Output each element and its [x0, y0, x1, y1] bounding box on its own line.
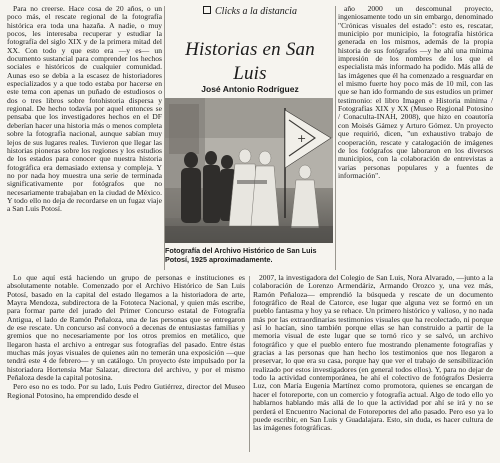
square-bullet-icon: [203, 6, 211, 14]
section-label: Clicks a la distancia: [215, 6, 297, 17]
body-column-bottom-left: [7, 274, 245, 454]
paragraph: Para no creerse. Hace cosa de 20 años, o un poco más, el rescate regional de la fotografía histórica era toda una hazaña. A nadie, o muy pocos, les interesaba recuperar y estudiar la fotografía del siglo XIX y de la primera mitad del XX. Con todo y que esto era —y es— un documento sustancial para comprender los hechos sociales e históricos de cualquier comunidad. Aunas eso se debía a la escasez de historiadores especializados y a que todo estaba por hacerse en este tema con apenas un puñado de estudiosos o dos o tres libros sobre fotohistoria dispersa y regional. De hecho todavía por aquel entonces se pensaba que los investigadores hechos en el DF deberían hacer una historia más o menos completa sobre la fotografía nacional, aunque sabían muy lejos de sus lugares reales. Tuvieron que llegar las historias pioneras sobre los regiones y los estudios de los estados para conocer que nuestra historia fotográfica era demasiado extensa y compleja. Y no por nada hoy muestra una serie de terminada significativamente por fotógrafos que no necesariamente trabajaban en la ciudad de México. Y todo ello no deja de recordarse en un fugaz viaje a San Luis Potosí.: [7, 5, 162, 214]
column-divider: [335, 6, 336, 270]
archive-photograph: [165, 98, 333, 243]
body-column-right: [338, 5, 493, 271]
paragraph: año 2000 un descomunal proyecto, ingeniosamente todo un sin embargo, denominado "Crónicas visuales del estado": esto es, rescatar, municipio por municipio, la fotografía histórica generada en los mismos, además de la propia historia de sus fotógrafos —y he ahí una mínima impresión de los nombres de los que el especialista más informado ha podido. Más allá de las imágenes que él ha comenzado a resguardar en el mismo fuerte hoy poco más de 10 mil, con las que se han ido formando de sus estudios un primer testimonio: el libro Imagen e Historia mínima / Fotografías XIX y XX (Museo Regional Potosino / Conaculta-INAH, 2008), que hizo en coautoría con Moisés Gámez y Arturo Gómez. Un proyecto que requirió, dicen, "un exhaustivo trabajo de cooperación, rescate y catalogación de imágenes de los fotógrafos que laboraron en los diversos municipios, con la colaboración de entrevistas a varias personas populares y a fuentes de información".: [338, 5, 493, 180]
body-column-bottom-right: [253, 274, 493, 454]
paragraph: 2007, la investigadora del Colegio de San Luis, Nora Alvarado, —junto a la colaboración de Lorenzo Armendáriz, Armando Orozco y, una vez más, Ramón Peñaloza— emprendió la búsqueda y rescate de un documento fotográfico de Real de Catorce, ese lugar que alguna vez se formó en un pueblo fantasma y hoy ya se rehace. Un primero histórico y valioso, y no nada más por las extraordinarias testimonios visuales que ha recolectado, ni porque así lo hacían, sino también porque ellas se han construido a partir de la memoria visual de este lugar que se tornó rico y se salvó, un archivo fotográfico y que el pueblo entero fue mostrando plenamente fotografías y gracias a las personas que han hecho los testimonios que nos llegaron a preservar, lo que era su casa, porque hay que ver el trabajo de sensibilización realizado por estos investigadores (en general todos ellos). Y, para no dejar de todo la actividad contemporánea, he ahí el colectivo de fotógrafos Desierra Luz, con María Eugenia Martínez como promotora, quienes se encargan de hacer el fotoreporte, con un comercio y fotografía actual. Algo de todo ello yo hablarnos hablando más allá de lo que la actividad por ahí se irá y no se perderá el Encuentro Nacional de Fotoreportes del año pasado. Pero eso ya lo puede escribir, en San Luis y Guadalajara. Esto, sin duda, es hacer cultura de las imágenes fotográficas.: [253, 274, 493, 433]
author-byline: José Antonio Rodríguez: [201, 84, 299, 94]
section-kicker: [168, 6, 332, 18]
paragraph: Pero eso no es todo. Por su lado, Luis Pedro Gutiérrez, director del Museo Regional Potosino, ha emprendido desde el: [7, 382, 245, 400]
photo-caption: Fotografía del Archivo Histórico de San Luis Potosí, 1925 aproximadamente.: [165, 246, 317, 264]
article-title: Historias en San Luis: [185, 39, 315, 84]
body-column-left: [7, 5, 162, 271]
paragraph: Lo que aquí está haciendo un grupo de personas e instituciones es absolutamente notable. Comenzado por el Archivo Histórico de San Luis Potosí, basado en la capital del estado llegamos a la historiadora de arte, Mayra Mendoza, subdirectora de la Fototeca Nacional, y quien más escribe, para formar parte del jurado del Primer Concurso estatal de Fotografía Antigua, el lado de Ramón Peñaloza, una de las personas que se entregaron de ese rescate. Un concurso así convocó a decenas de entusiastas familias y gremios que no necesariamente por los otros premios en metálico, que llegaron hasta el archivo a entregar sus fotografías del pasado. Entre éstas muchas más joyas visuales de quienes aún no temerán una exposición —que tendrá este 4 de febrero— y un catálogo. Un proyecto éste impulsado por la historiadora Hortensia Mar Salazar, directora del archivo, y por el mismo Peñaloza desde la capital potosina.: [7, 274, 245, 383]
photo-illustration: [165, 98, 333, 243]
svg-text:+: +: [297, 132, 307, 145]
column-divider: [249, 276, 250, 452]
